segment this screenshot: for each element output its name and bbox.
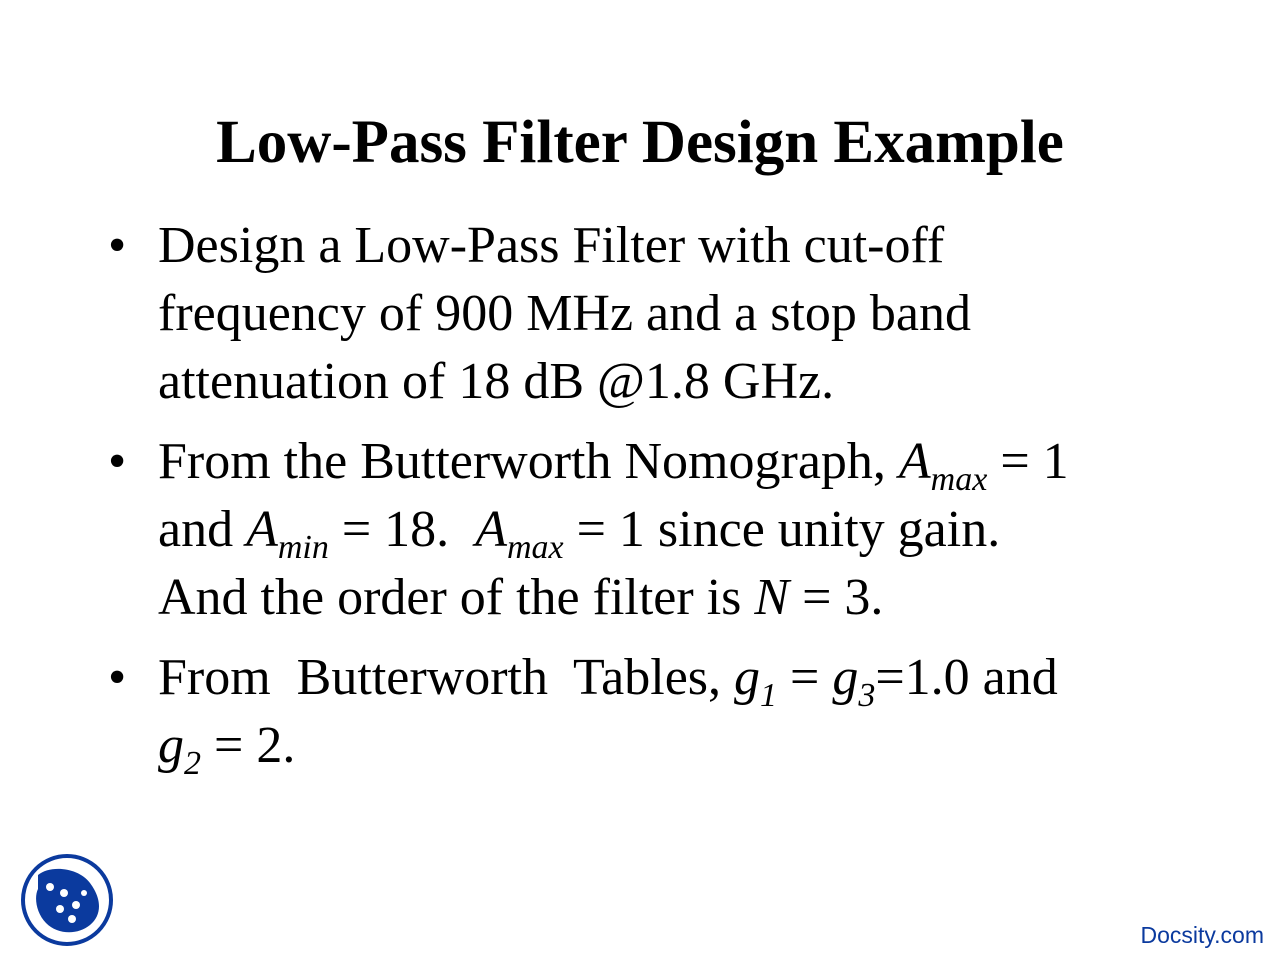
text-run: From the Butterworth Nomograph,: [158, 433, 899, 490]
bullet-item-nomograph: [108, 428, 1208, 632]
bullet-icon: •: [108, 649, 127, 706]
symbol-a-max: A: [475, 501, 507, 558]
symbol-n: N: [754, 569, 790, 626]
symbol-g2: g: [158, 717, 184, 774]
bullet-list: [108, 212, 1208, 792]
text-run: = 2.: [201, 717, 296, 774]
text-run: = 1 since unity gain.: [563, 501, 1001, 558]
text-run: = 1: [987, 433, 1069, 490]
subscript-2: 2: [184, 745, 201, 782]
bullet-text-line: Design a Low-Pass Filter with cut-off: [158, 217, 945, 274]
slide-title: Low-Pass Filter Design Example: [216, 109, 1064, 176]
text-run: =1.0 and: [875, 649, 1058, 706]
text-run: And the order of the filter is: [158, 569, 755, 626]
symbol-a-min: A: [246, 501, 278, 558]
bullet-text-line: frequency of 900 MHz and a stop band: [158, 285, 971, 342]
subscript-3: 3: [858, 677, 876, 714]
subscript-max: max: [930, 461, 988, 498]
bullet-icon: •: [108, 217, 127, 274]
text-run: From Butterworth Tables,: [158, 649, 735, 706]
symbol-g3: g: [832, 649, 859, 706]
symbol-g1: g: [734, 649, 761, 706]
subscript-max: max: [506, 529, 564, 566]
subscript-1: 1: [760, 677, 778, 714]
bullet-item-tables: [108, 644, 1208, 780]
text-run: =: [777, 649, 833, 706]
symbol-a-max: A: [898, 433, 931, 490]
text-run: and: [158, 501, 247, 558]
bullet-icon: •: [108, 433, 127, 490]
docsity-watermark-link[interactable]: Docsity.com: [1140, 922, 1264, 948]
subscript-min: min: [277, 529, 329, 566]
text-run: = 18.: [328, 501, 476, 558]
bullet-item-design: [108, 212, 1208, 416]
bullet-text-line: attenuation of 18 dB @1.8 GHz.: [158, 353, 835, 410]
text-run: = 3.: [789, 569, 884, 626]
docsity-logo-icon: [20, 853, 114, 947]
